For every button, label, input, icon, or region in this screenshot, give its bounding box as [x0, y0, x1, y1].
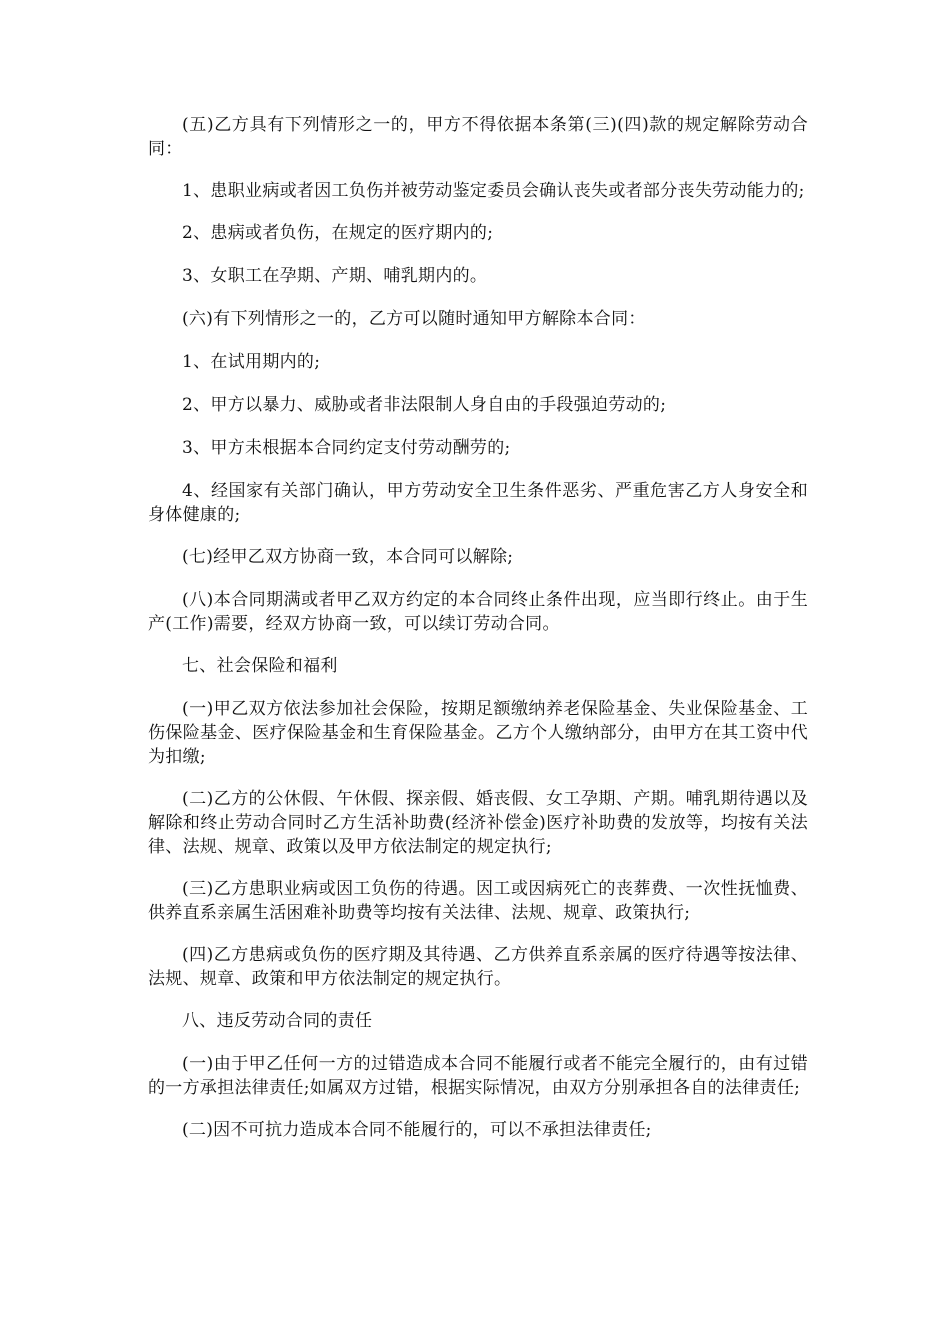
paragraph-probation: 1、在试用期内的;	[182, 352, 321, 372]
paragraph-occupational-disease: 1、患职业病或者因工负伤并被劳动鉴定委员会确认丧失或者部分丧失劳动能力的;	[182, 181, 805, 201]
paragraph-fault-liability: (一)由于甲乙任何一方的过错造成本合同不能履行或者不能完全履行的，由有过错的一方承担法律责任;如属双方过错，根据实际情况，由双方分别承担各自的法律责任;	[148, 1054, 808, 1098]
section-heading-breach-liability: 八、违反劳动合同的责任	[182, 1011, 373, 1031]
paragraph-unsafe-conditions: 4、经国家有关部门确认，甲方劳动安全卫生条件恶劣、严重危害乙方人身安全和身体健康的;	[148, 481, 808, 525]
paragraph-medical-period: 2、患病或者负伤，在规定的医疗期内的;	[182, 223, 494, 243]
paragraph-work-injury: (三)乙方患职业病或因工负伤的待遇。因工或因病死亡的丧葬费、一次性抚恤费、供养直系亲属生活困难补助费等均按有关法律、法规、规章、政策执行;	[148, 879, 808, 923]
paragraph-leave-benefits: (二)乙方的公休假、午休假、探亲假、婚丧假、女工孕期、产期。哺乳期待遇以及解除和终止劳动合同时乙方生活补助费(经济补偿金)医疗补助费的发放等，均按有关法律、法规、规章、政策以及甲方依法制定的规定执行;	[148, 789, 808, 857]
paragraph-mutual-agreement: (七)经甲乙双方协商一致，本合同可以解除;	[182, 547, 514, 567]
document-body	[148, 113, 808, 1161]
paragraph-force-majeure: (二)因不可抗力造成本合同不能履行的，可以不承担法律责任;	[182, 1120, 652, 1140]
section-heading-social-insurance: 七、社会保险和福利	[182, 656, 338, 676]
paragraph-termination-restrictions: (五)乙方具有下列情形之一的，甲方不得依据本条第(三)(四)款的规定解除劳动合同：	[148, 115, 808, 159]
paragraph-unpaid-wages: 3、甲方未根据本合同约定支付劳动酬劳的;	[182, 438, 511, 458]
paragraph-contract-expiry: (八)本合同期满或者甲乙双方约定的本合同终止条件出现，应当即行终止。由于生产(工作)需要，经双方协商一致，可以续订劳动合同。	[148, 590, 808, 634]
paragraph-female-worker: 3、女职工在孕期、产期、哺乳期内的。	[182, 266, 488, 286]
paragraph-insurance-contributions: (一)甲乙双方依法参加社会保险，按期足额缴纳养老保险基金、失业保险基金、工伤保险基金、医疗保险基金和生育保险基金。乙方个人缴纳部分，由甲方在其工资中代为扣缴;	[148, 699, 808, 767]
paragraph-employee-termination: (六)有下列情形之一的，乙方可以随时通知甲方解除本合同：	[182, 309, 646, 329]
paragraph-forced-labor: 2、甲方以暴力、威胁或者非法限制人身自由的手段强迫劳动的;	[182, 395, 667, 415]
paragraph-medical-treatment: (四)乙方患病或负伤的医疗期及其待遇、乙方供养直系亲属的医疗待遇等按法律、法规、规章、政策和甲方依法制定的规定执行。	[148, 945, 808, 989]
